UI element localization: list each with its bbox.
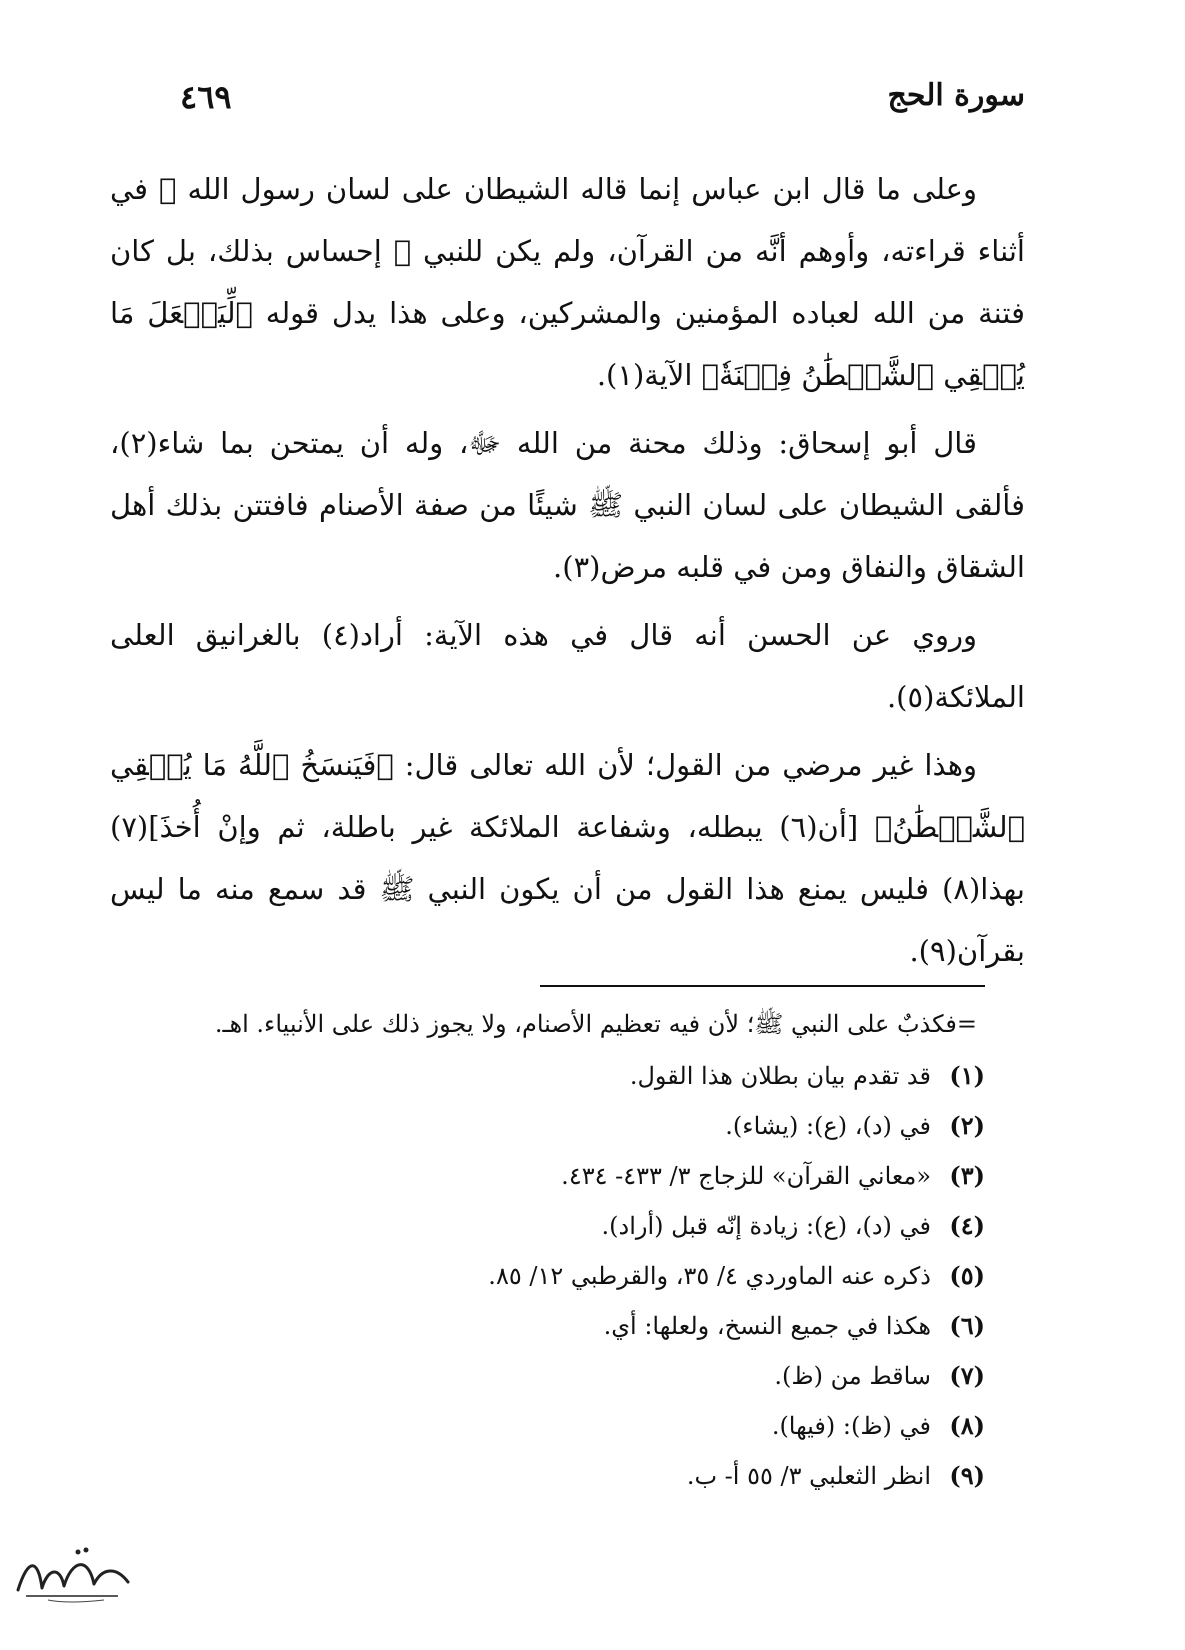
footnote-text: انظر الثعلبي ٣/ ٥٥ أ- ب. xyxy=(686,1462,931,1490)
footnote-text: ساقط من (ظ). xyxy=(774,1362,931,1390)
footnote-number: (٤) xyxy=(949,1211,985,1240)
footnote xyxy=(150,1151,985,1201)
paragraph: وهذا غير مرضي من القول؛ لأن الله تعالى قال: ﴿فَيَنسَخُ ٱللَّهُ مَا يُلۡقِي ٱلشَّيۡطَٰنُ﴾ [أن(٦) يبطله، وشفاعة الملائكة غير باطلة، ثم وإنْ أُخذَ](٧) بهذا(٨) فليس يمنع هذا القول من أن يكون النبي ﷺ قد سمع منه ما ليس بقرآن(٩). xyxy=(110,748,1025,968)
page-number: ٤٦٩ xyxy=(180,78,232,116)
footnote-text: هكذا في جميع النسخ، ولعلها: أي. xyxy=(603,1312,931,1340)
footnote xyxy=(150,1351,985,1401)
footnote-text: «معاني القرآن» للزجاج ٣/ ٤٣٣- ٤٣٤. xyxy=(561,1162,931,1190)
footnote xyxy=(150,1051,985,1101)
watermark-logo-icon xyxy=(8,1538,138,1608)
footnote-text: قد تقدم بيان بطلان هذا القول. xyxy=(629,1062,931,1090)
footnote-number: (٩) xyxy=(949,1461,985,1490)
page-header xyxy=(180,78,1025,128)
footnote-text: ذكره عنه الماوردي ٤/ ٣٥، والقرطبي ١٢/ ٨٥. xyxy=(488,1262,931,1290)
main-text xyxy=(110,158,1025,988)
footnote-number: (٥) xyxy=(949,1261,985,1290)
footnote xyxy=(150,1201,985,1251)
footnote-text: في (د)، (ع): (يشاء). xyxy=(725,1112,931,1140)
footnote xyxy=(150,1451,985,1501)
paragraph: وروي عن الحسن أنه قال في هذه الآية: أراد(٤) بالغرانيق العلى الملائكة(٥). xyxy=(110,618,1025,714)
footnote-number: (٨) xyxy=(949,1411,985,1440)
paragraph: وعلى ما قال ابن عباس إنما قاله الشيطان على لسان رسول الله ﷺ في أثناء قراءته، وأوهم أنَّه من القرآن، ولم يكن للنبي ﷺ إحساس بذلك، بل كان فتنة من الله لعباده المؤمنين والمشركين، وعلى هذا يدل قوله ﴿لِّيَجۡعَلَ مَا يُلۡقِي ٱلشَّيۡطَٰنُ فِتۡنَةٗ﴾ الآية(١). xyxy=(110,172,1025,392)
footnote-number: (٣) xyxy=(949,1161,985,1190)
surah-title: سورة الحج xyxy=(887,78,1025,113)
footnote xyxy=(150,1401,985,1451)
footnote-number: (٢) xyxy=(949,1111,985,1140)
footnote xyxy=(150,1251,985,1301)
footnote-number: (٦) xyxy=(949,1311,985,1340)
footnote xyxy=(150,1301,985,1351)
footnote-number: (١) xyxy=(949,1061,985,1090)
footnote-divider xyxy=(540,985,985,987)
footnote-text: في (د)، (ع): زيادة إنّه قبل (أراد). xyxy=(601,1212,931,1240)
footnote-number: (٧) xyxy=(949,1361,985,1390)
footnotes xyxy=(150,1000,985,1501)
footnote xyxy=(150,1101,985,1151)
footnote-text: في (ظ): (فيها). xyxy=(771,1412,931,1440)
footnote-continuation: =فكذبٌ على النبي ﷺ؛ لأن فيه تعظيم الأصنام، ولا يجوز ذلك على الأنبياء. اهـ. xyxy=(214,1010,977,1038)
paragraph: قال أبو إسحاق: وذلك محنة من الله ﷻ، وله أن يمتحن بما شاء(٢)، فألقى الشيطان على لسان النبي ﷺ شيئًا من صفة الأصنام فافتتن بذلك أهل الشقاق والنفاق ومن في قلبه مرض(٣). xyxy=(110,426,1025,584)
